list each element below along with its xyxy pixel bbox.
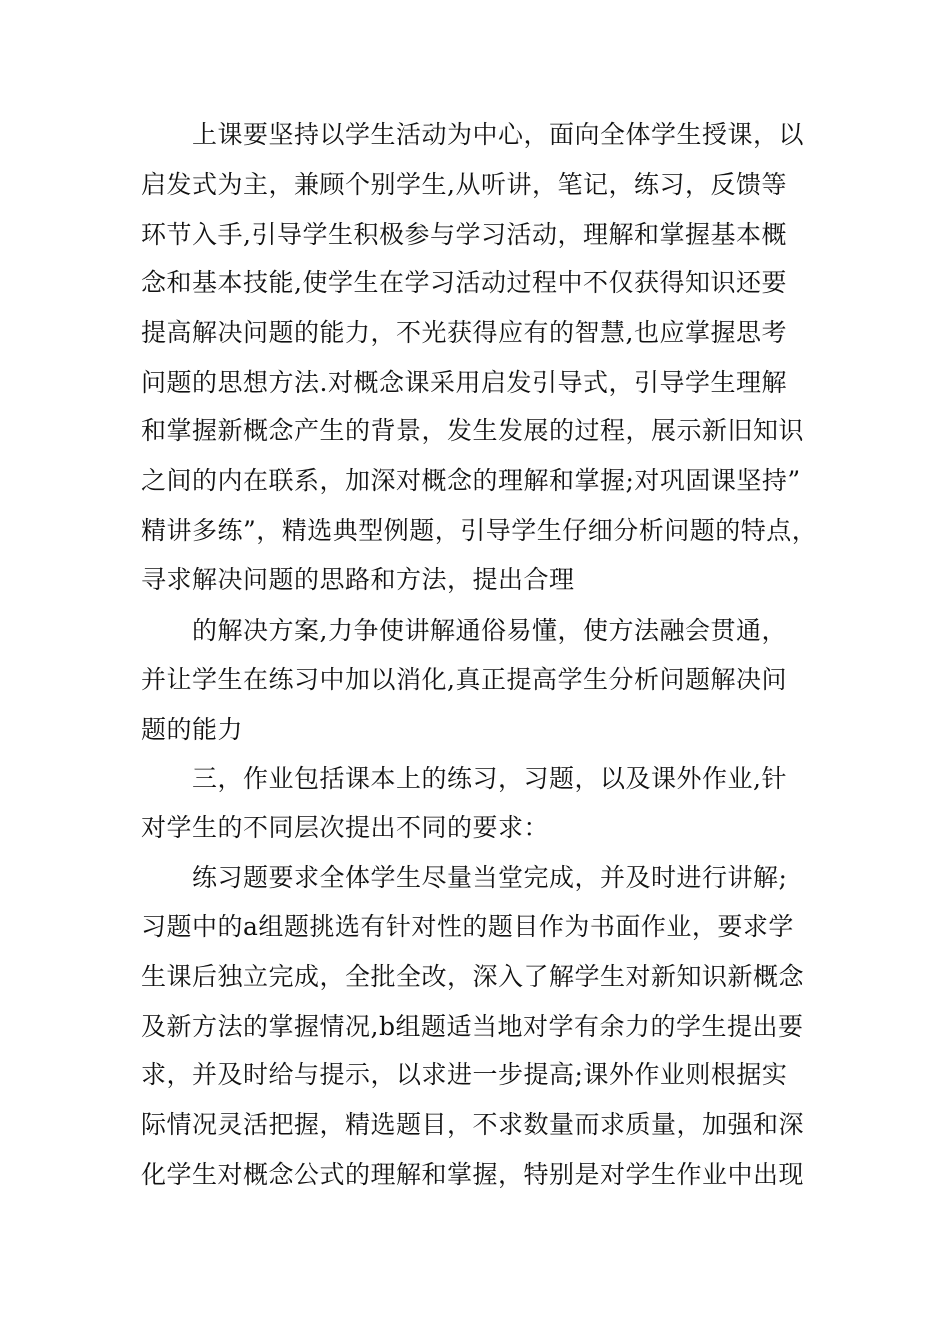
line-text: 提高解决问题的能力，不光获得应有的智慧,也应掌握思考 [141,318,787,347]
paragraph-line [0,258,950,308]
paragraph-line [0,655,950,705]
paragraph-line [0,606,950,656]
paragraph-line [0,406,950,456]
line-text: 求，并及时给与提示，以求进一步提高;课外作业则根据实 [141,1060,788,1089]
paragraph-line [0,1002,950,1052]
line-text: 及新方法的掌握情况,b组题适当地对学有余力的学生提出要 [141,1012,804,1041]
line-text: 启发式为主，兼顾个别学生,从听讲，笔记，练习，反馈等 [141,170,787,199]
line-text: 上课要坚持以学生活动为中心，面向全体学生授课，以 [192,120,805,149]
line-text: 寻求解决问题的思路和方法，提出合理 [141,565,575,594]
paragraph-line [0,1150,950,1200]
line-text: 之间的内在联系，加深对概念的理解和掌握;对巩固课坚持” [141,466,801,495]
paragraph-line [0,308,950,358]
paragraph-line [0,952,950,1002]
line-text: 问题的思想方法.对概念课采用启发引导式，引导学生理解 [141,368,787,397]
paragraph-line [0,902,950,952]
paragraph-line [0,1100,950,1150]
paragraph-line [0,1050,950,1100]
line-text: 化学生对概念公式的理解和掌握，特别是对学生作业中出现 [141,1160,805,1189]
paragraph-line [0,754,950,804]
line-text: 精讲多练”，精选典型例题，引导学生仔细分析问题的特点， [141,516,818,545]
paragraph-line [0,555,950,605]
paragraph-line [0,210,950,260]
paragraph-line [0,160,950,210]
paragraph-line [0,358,950,408]
paragraph-line [0,853,950,903]
line-text: 对学生的不同层次提出不同的要求： [141,813,550,842]
line-text: 三，作业包括课本上的练习，习题，以及课外作业,针 [192,764,787,793]
line-text: 念和基本技能,使学生在学习活动过程中不仅获得知识还要 [141,268,787,297]
line-text: 练习题要求全体学生尽量当堂完成，并及时进行讲解; [192,863,788,892]
line-text: 生课后独立完成，全批全改，深入了解学生对新知识新概念 [141,962,805,991]
paragraph-line [0,110,950,160]
line-text: 习题中的a组题挑选有针对性的题目作为书面作业，要求学 [141,912,794,941]
paragraph-line [0,803,950,853]
paragraph-line [0,506,950,556]
line-text: 环节入手,引导学生积极参与学习活动，理解和掌握基本概 [141,220,787,249]
line-text: 际情况灵活把握，精选题目，不求数量而求质量，加强和深 [141,1110,805,1139]
line-text: 和掌握新概念产生的背景，发生发展的过程，展示新旧知识 [141,416,805,445]
line-text: 题的能力 [141,715,244,744]
paragraph-line [0,705,950,755]
line-text: 的解决方案,力争使讲解通俗易懂，使方法融会贯通， [192,616,787,645]
line-text: 并让学生在练习中加以消化,真正提高学生分析问题解决问 [141,665,787,694]
paragraph-line [0,456,950,506]
